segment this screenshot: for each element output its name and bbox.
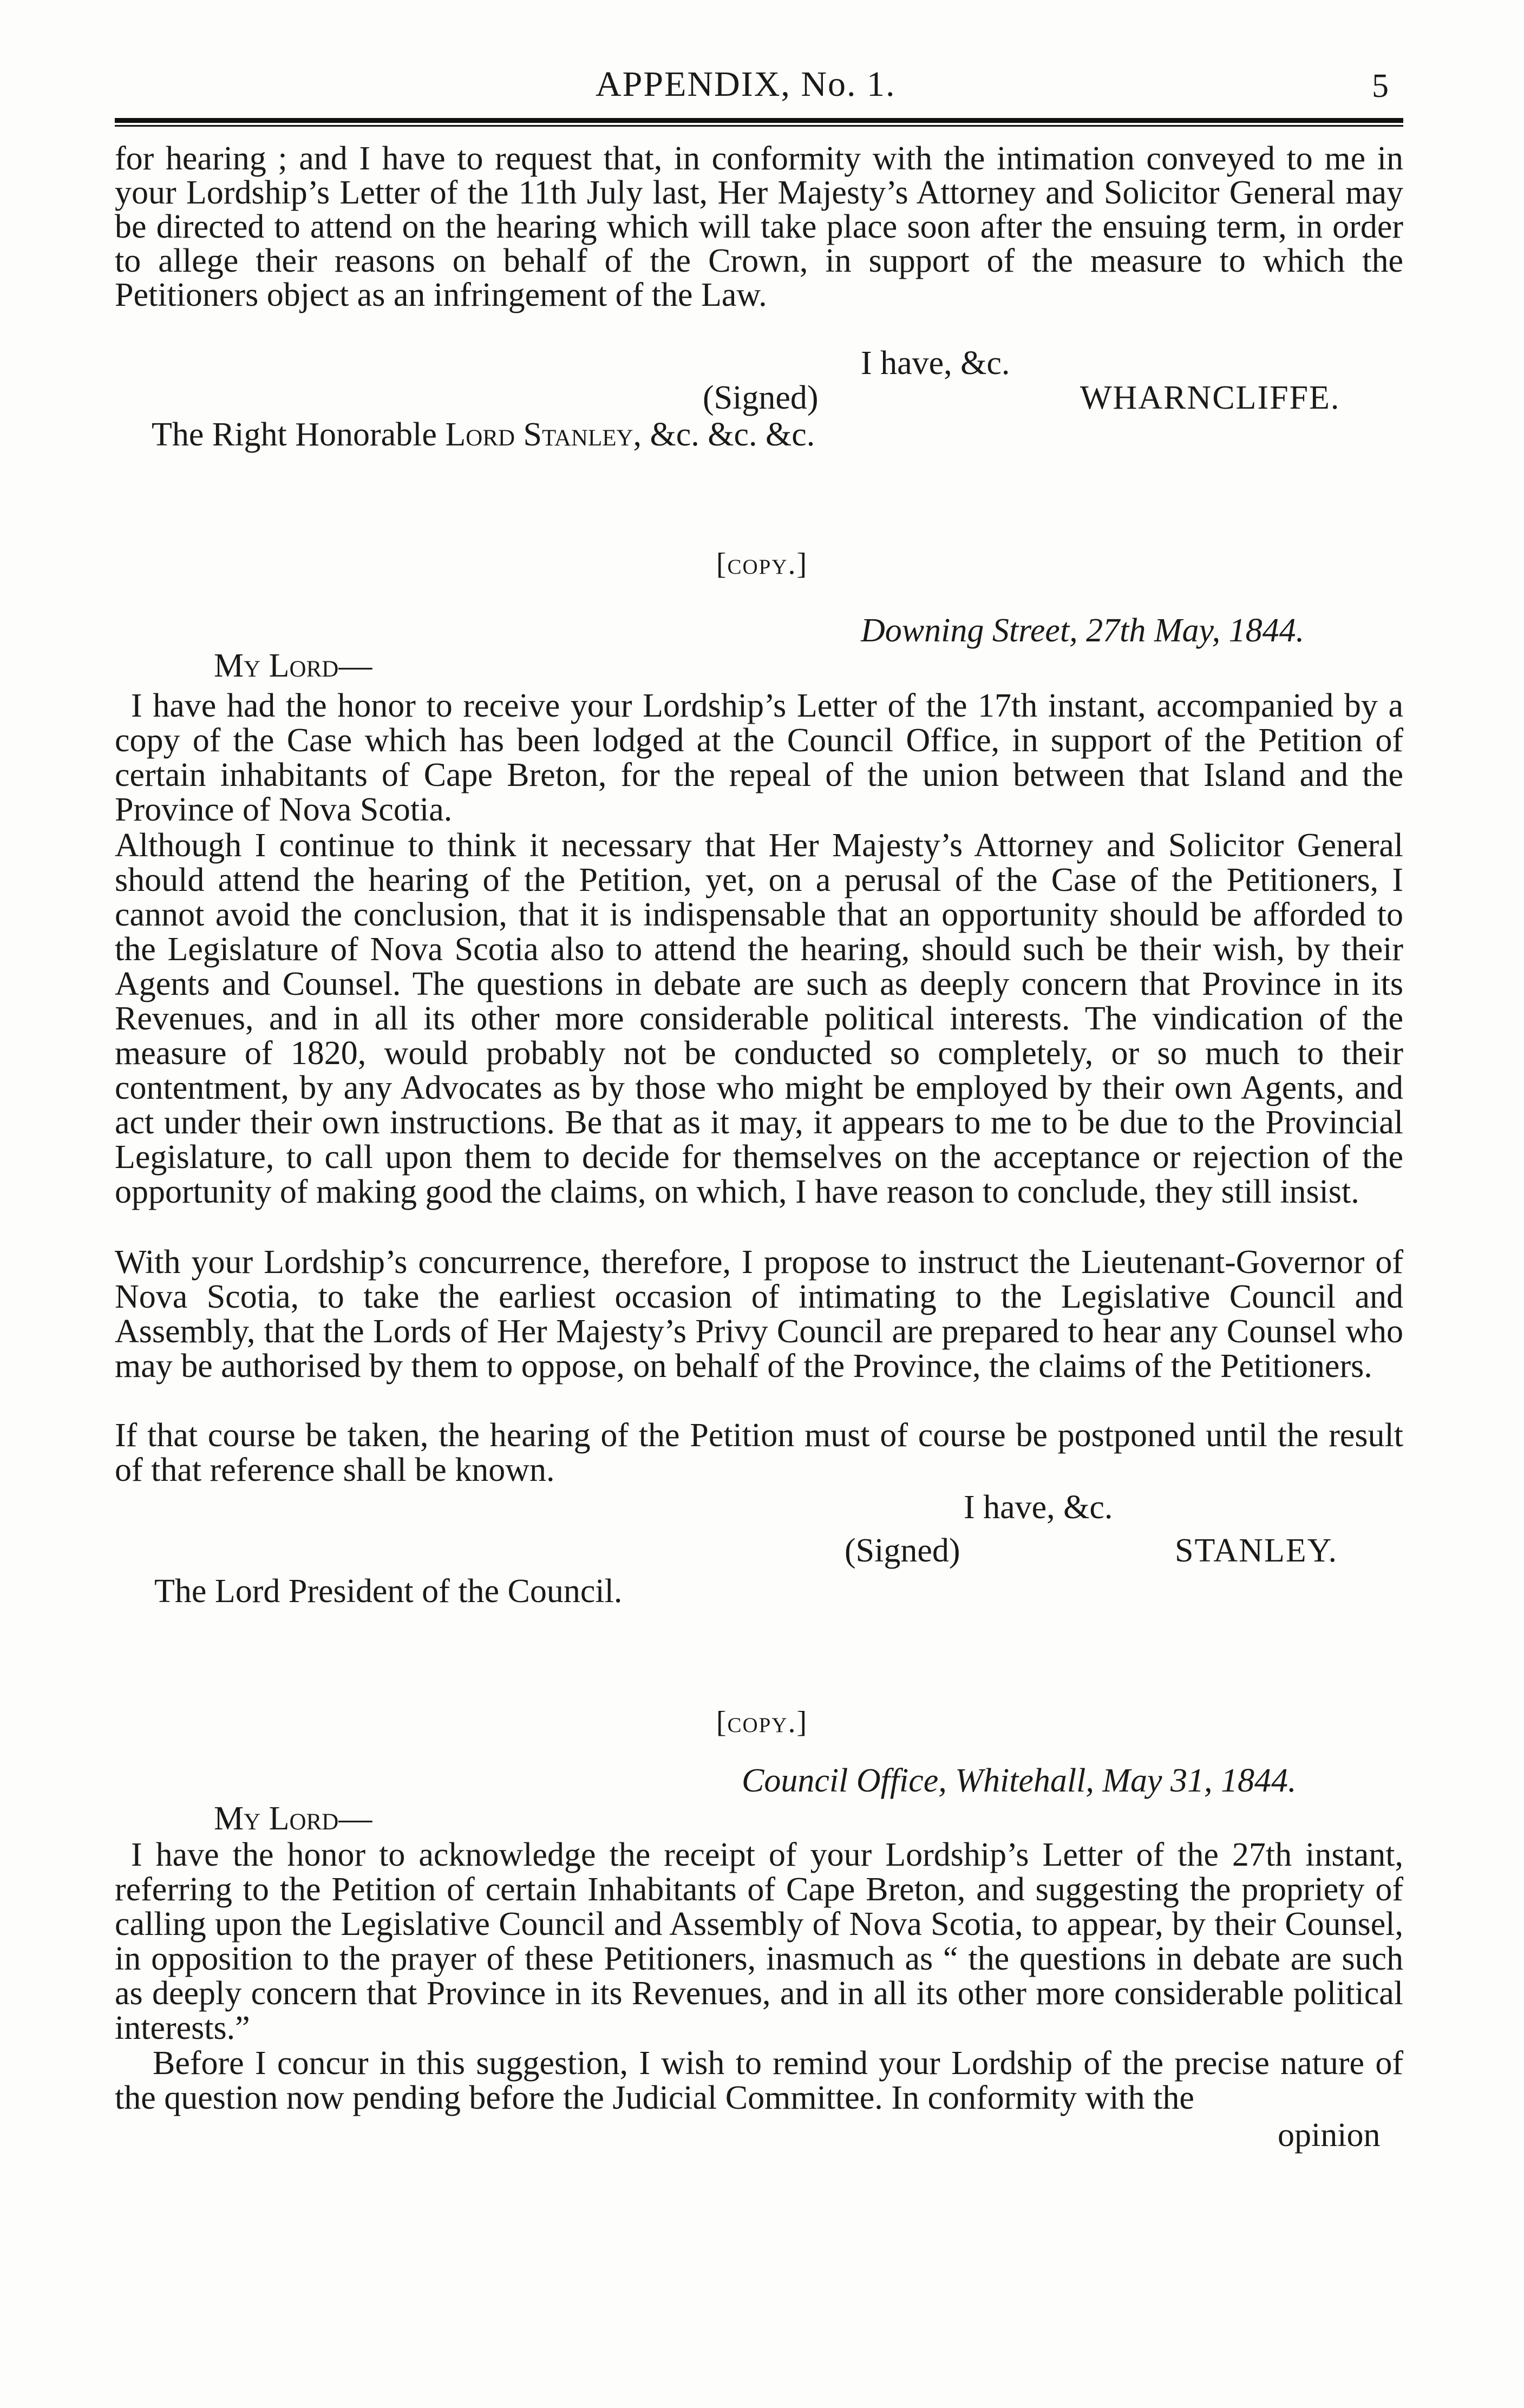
addressee-suffix: &c. &c. &c. [650, 416, 815, 453]
page-header [0, 64, 1524, 107]
running-title: APPENDIX, No. 1. [596, 64, 896, 104]
header-rule [115, 118, 1403, 127]
letter2-para4: If that course be taken, the hearing of the Petition must of course be postponed until the result of that reference shall be known. [115, 1417, 1403, 1488]
letter3-salutation: My Lord— [214, 1800, 372, 1837]
letter2-signature: STANLEY. [1175, 1532, 1338, 1569]
letter2-dateline: Downing Street, 27th May, 1844. [861, 612, 1305, 649]
letter3-dateline: Council Office, Whitehall, May 31, 1844. [742, 1762, 1297, 1799]
letter2-para2: Although I continue to think it necessary that Her Majesty’s Attorney and Solicitor General should attend the hearing of the Petition, yet, on a perusal of the Case of the Petitioners, I cannot avoid the conclusion, that it is indispensable that an opportunity should be afforded to the Legislature of Nova Scotia also to attend the hearing, should such be their wish, by their Agents and Counsel. The questions in debate are such as deeply concern that Province in its Revenues, and in all its other more considerable political interests. The vindication of the measure of 1820, would probably not be conducted so completely, or so much to their contentment, by any Advocates as by those who might be employed by their own Agents, and act under their own instructions. Be that as it may, it appears to me to be due to the Provincial Legislature, to call upon them to decide for themselves on the acceptance or rejection of the opportunity of making good the claims, on which, I have reason to conclude, they still insist. [115, 827, 1403, 1210]
letter2-para1: I have had the honor to receive your Lordship’s Letter of the 17th instant, accompanied by a copy of the Case which has been lodged at the Council Office, in support of the Petition of certain inhabitants of Cape Breton, for the repeal of the union between that Island and the Province of Nova Scotia. [115, 687, 1403, 828]
letter1-addressee [152, 416, 815, 454]
addressee-prefix: The Right Honorable [152, 416, 437, 453]
letter2-signed: (Signed) [845, 1532, 960, 1569]
letter3-para1: I have the honor to acknowledge the receipt of your Lordship’s Letter of the 27th instant, referring to the Petition of certain Inhabitants of Cape Breton, and suggesting the propriety of calling upon the Legislative Council and Assembly of Nova Scotia, to appear, by their Counsel, in opposition to the prayer of these Petitioners, inasmuch as “ the questions in debate are such as deeply concern that Province in its Revenues, and in all its other more considerable political interests.” [115, 1836, 1403, 2046]
catchword: opinion [1278, 2117, 1381, 2154]
letter1-signed: (Signed) [703, 379, 819, 416]
page-number: 5 [1372, 68, 1389, 104]
letter2-closing: I have, &c. [964, 1489, 1113, 1526]
letter2-addressee: The Lord President of the Council. [154, 1573, 623, 1610]
addressee-name: Lord Stanley, [445, 416, 642, 453]
letter3-copy-mark: [copy.] [716, 1705, 808, 1739]
letter1-body: for hearing ; and I have to request that, in conformity with the intimation conveyed to me in your Lordship’s Letter of the 11th July last, Her Majesty’s Attorney and Solicitor General may be directed to attend on the hearing which will take place soon after the ensuing term, in order to allege their reasons on behalf of the Crown, in support of the measure to which the Petitioners object as an infringement of the Law. [115, 140, 1403, 313]
letter2-copy-mark: [copy.] [716, 547, 808, 581]
letter1-closing: I have, &c. [861, 345, 1010, 382]
letter3-para2: Before I concur in this suggestion, I wish to remind your Lordship of the precise nature of the question now pending before the Judicial Committee. In conformity with the [115, 2045, 1403, 2116]
letter1-signature: WHARNCLIFFE. [1080, 379, 1340, 416]
letter2-para3: With your Lordship’s concurrence, therefore, I propose to instruct the Lieutenant-Governor of Nova Scotia, to take the earliest occasion of intimating to the Legislative Council and Assembly, that the Lords of Her Majesty’s Privy Council are prepared to hear any Counsel who may be authorised by them to oppose, on behalf of the Province, the claims of the Petitioners. [115, 1244, 1403, 1385]
letter2-salutation: My Lord— [214, 647, 372, 684]
